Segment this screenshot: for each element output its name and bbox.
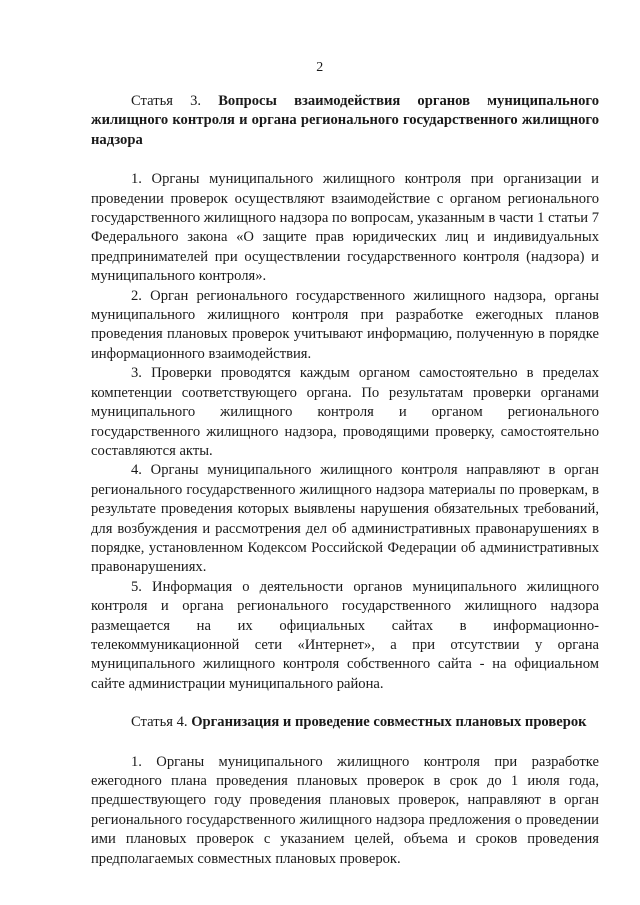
article-3-paragraph-1: 1. Органы муниципального жилищного контроля при организации и проведении проверок осуществляют взаимодействие с органом регионального государственного жилищного надзора по вопросам, указанным в части 1 статьи 7 Федерального закона «О защите прав юридических лиц и индивидуальных предпринимателей при осуществлении государственного контроля (надзора) и муниципального контроля».	[91, 171, 599, 285]
page-number: 2	[316, 60, 324, 75]
article-4-paragraph-1: 1. Органы муниципального жилищного контроля при разработке ежегодного плана проведения плановых проверок в срок до 1 июля года, предшествующего году проведения плановых проверок, направляют в орган регионального государственного жилищного надзора предложения о проведении ими плановых проверок с указанием целей, объема и сроков проведения предполагаемых совместных плановых проверок.	[91, 753, 599, 867]
article-4-title: Организация и проведение совместных плановых проверок	[191, 714, 587, 731]
article-3-paragraph-3: 3. Проверки проводятся каждым органом самостоятельно в пределах компетенции соответствующего органа. По результатам проверки органами муниципального жилищного контроля и органом регионального государственного жилищного надзора, проводящими проверку, самостоятельно составляются акты.	[91, 365, 599, 459]
article-4-label: Статья 4.	[131, 714, 188, 731]
article-3-paragraph-5: 5. Информация о деятельности органов муниципального жилищного контроля и органа регионального государственного жилищного надзора размещается на их официальных сайтах в информационно-телекоммуникационной сети «Интернет», а при отсутствии у органа муниципального жилищного контроля собственного сайта - на официальном сайте администрации муниципального района.	[91, 578, 599, 692]
document-body	[91, 92, 599, 869]
article-3-paragraph-2: 2. Орган регионального государственного жилищного надзора, органы муниципального жилищного контроля при разработке ежегодных планов проведения плановых проверок учитывают информацию, полученную в порядке информационного взаимодействия.	[91, 287, 599, 362]
article-4-heading	[91, 713, 599, 732]
article-3-label: Статья 3.	[131, 93, 202, 109]
article-3-paragraph-4: 4. Органы муниципального жилищного контроля направляют в орган регионального государственного жилищного надзора материалы по проверкам, в результате проведения которых выявлены нарушения обязательных требований, для возбуждения и рассмотрения дел об административных правонарушениях в порядке, установленном Кодексом Российской Федерации об административных правонарушениях.	[91, 462, 599, 576]
article-3-heading	[91, 92, 599, 150]
article-3-title: Вопросы взаимодействия органов муниципального жилищного контроля и органа регионального государственного жилищного надзора	[91, 93, 599, 148]
